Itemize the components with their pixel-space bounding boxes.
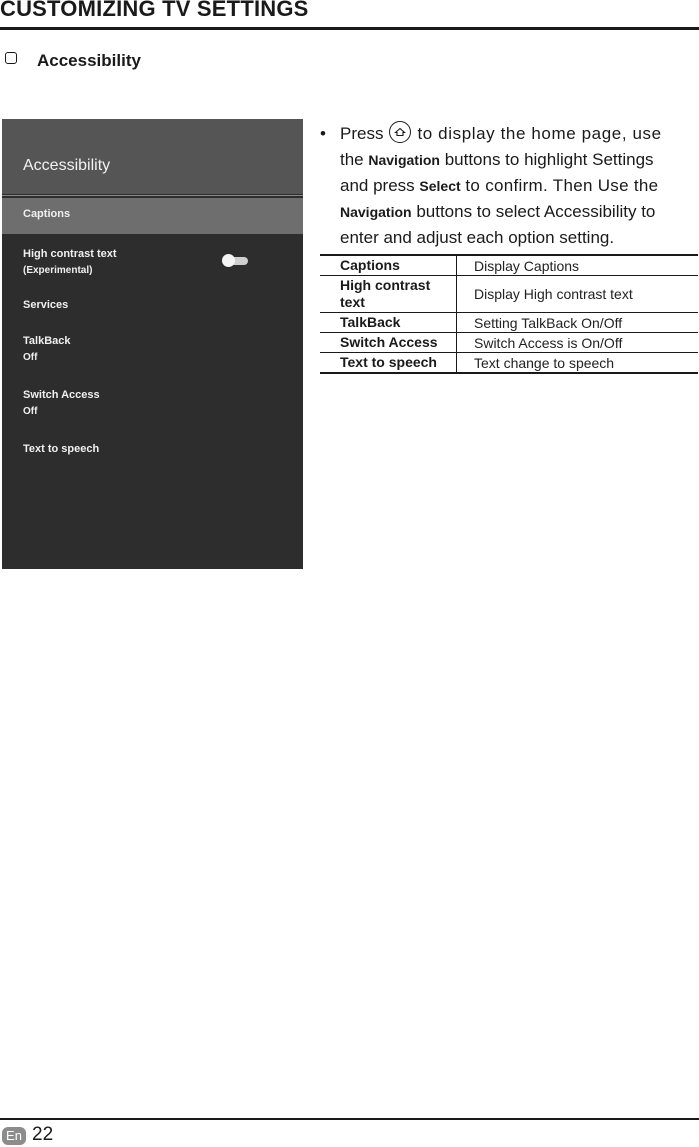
tv-item-text-to-speech: Text to speech [23, 443, 100, 455]
table-row [320, 276, 698, 313]
tv-item-services: Services [23, 299, 69, 311]
instruction-text: the [340, 150, 364, 169]
tv-item-switch-access-sub: Off [23, 406, 38, 417]
option-description: Display Captions [474, 257, 580, 274]
instruction-line-5 [340, 225, 614, 251]
tv-menu-title: Accessibility [23, 157, 111, 174]
options-table [320, 254, 698, 374]
instruction-text: buttons to highlight Settings [444, 150, 654, 169]
instruction-line-2 [340, 147, 654, 173]
bullet: • [320, 124, 326, 143]
option-name: Text to speech [320, 353, 457, 374]
option-description: Text change to speech [474, 354, 615, 371]
instruction-text: and press [340, 176, 415, 195]
toggle-icon [222, 254, 248, 267]
tv-accessibility-screenshot [2, 119, 303, 569]
page-title: CUSTOMIZING TV SETTINGS [0, 0, 309, 21]
footer-divider [0, 1118, 699, 1120]
instruction-text: to display the home page, use [417, 124, 662, 143]
keyword-select: Select [419, 178, 461, 194]
keyword-navigation: Navigation [368, 152, 440, 168]
table-row [320, 313, 698, 333]
instruction-text: Press [340, 124, 384, 143]
tv-item-high-contrast: High contrast text [23, 248, 117, 260]
table-row [320, 255, 698, 276]
option-name: High contrast text [320, 276, 457, 313]
table-row [320, 353, 698, 374]
section-bullet-icon [5, 52, 17, 64]
tv-divider [2, 195, 303, 196]
option-description: Switch Access is On/Off [474, 334, 623, 351]
home-button-icon [389, 121, 411, 143]
instruction-text: enter and adjust each option setting. [340, 228, 615, 247]
tv-header [2, 119, 303, 194]
instruction-line-3 [340, 173, 658, 199]
option-description: Setting TalkBack On/Off [474, 314, 623, 331]
option-name: Switch Access [320, 333, 457, 353]
option-name: Captions [320, 255, 457, 276]
instruction-text: to confirm. Then Use the [465, 176, 659, 195]
instruction-line-4 [340, 199, 655, 225]
tv-item-talkback-sub: Off [23, 352, 38, 363]
tv-item-talkback: TalkBack [23, 335, 71, 347]
option-name: TalkBack [320, 313, 457, 333]
option-description: Display High contrast text [474, 286, 633, 302]
language-badge: En [2, 1127, 26, 1145]
page-number: 22 [32, 1124, 54, 1145]
section-heading: Accessibility [37, 51, 141, 70]
instruction-text: buttons to select Accessibility to [416, 202, 656, 221]
tv-item-high-contrast-sub: (Experimental) [23, 265, 93, 276]
table-row [320, 333, 698, 353]
tv-item-switch-access: Switch Access [23, 389, 100, 401]
instruction-line-1 [340, 121, 662, 147]
tv-item-captions: Captions [23, 208, 71, 220]
title-divider [0, 27, 699, 30]
keyword-navigation: Navigation [340, 204, 412, 220]
